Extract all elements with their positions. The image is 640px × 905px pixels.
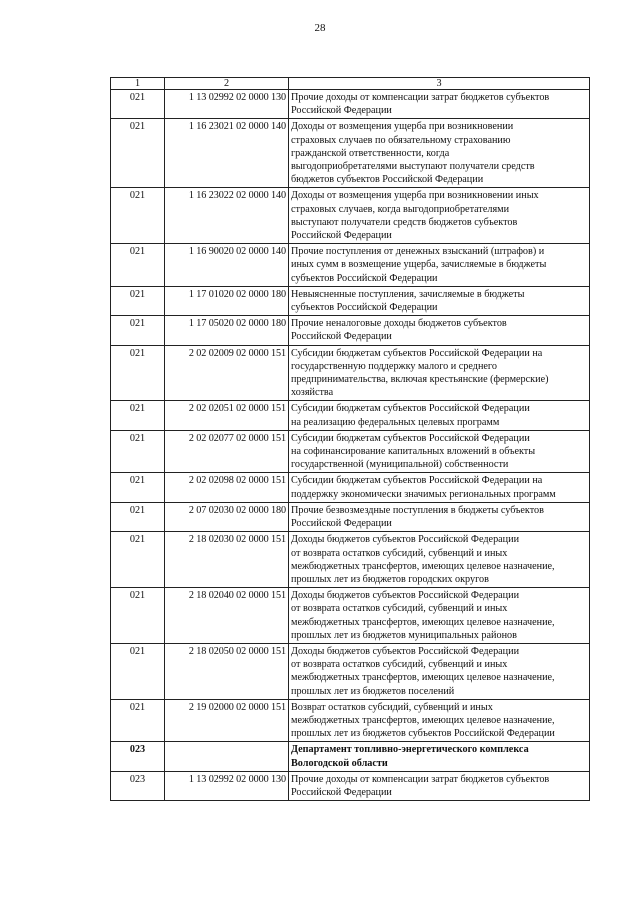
description-line: гражданской ответственности, когда [291, 147, 450, 159]
budget-classification-code: 2 02 02009 02 0000 151 [165, 345, 289, 401]
revenue-description [289, 430, 590, 473]
description-line: государственную поддержку малого и среднего [291, 360, 497, 372]
administrator-code: 021 [111, 90, 165, 119]
description-line: межбюджетных трансфертов, имеющих целевое назначение, [291, 616, 555, 628]
column-number-3: 3 [289, 78, 590, 90]
table-row [111, 345, 590, 401]
description-line: Доходы от возмещения ущерба при возникновении [291, 121, 514, 133]
administrator-code: 021 [111, 588, 165, 644]
description-line: на софинансирование капитальных вложений в объекты [291, 446, 536, 458]
table-row [111, 699, 590, 742]
budget-classification-code: 1 17 01020 02 0000 180 [165, 286, 289, 315]
administrator-code: 021 [111, 473, 165, 502]
description-line: Российской Федерации [291, 230, 392, 242]
column-number-2: 2 [165, 78, 289, 90]
description-line: от возврата остатков субсидий, субвенций и иных [291, 603, 508, 615]
table-row [111, 188, 590, 244]
section-header-row [111, 742, 590, 771]
description-line: Российской Федерации [291, 786, 392, 798]
description-line: Доходы бюджетов субъектов Российской Федерации [291, 645, 520, 657]
table-row [111, 244, 590, 287]
table-row [111, 286, 590, 315]
revenue-description [289, 643, 590, 699]
budget-classification-code: 1 16 23022 02 0000 140 [165, 188, 289, 244]
description-line: Доходы бюджетов субъектов Российской Федерации [291, 534, 520, 546]
description-line: Невыясненные поступления, зачисляемые в бюджеты [291, 288, 525, 300]
description-line: страховых случаев по обязательному страхованию [291, 134, 511, 146]
description-line: страховых случаев, когда выгодоприобретателями [291, 203, 510, 215]
budget-classification-code: 2 07 02030 02 0000 180 [165, 502, 289, 531]
revenue-description [289, 502, 590, 531]
description-line: прошлых лет из бюджетов поселений [291, 685, 455, 697]
description-line: выгодоприобретателями выступают получатели средств [291, 161, 535, 173]
department-name [289, 742, 590, 771]
budget-classification-code: 2 02 02077 02 0000 151 [165, 430, 289, 473]
description-line: поддержку экономически значимых региональных программ [291, 488, 556, 500]
budget-classification-code: 1 16 23021 02 0000 140 [165, 119, 289, 188]
revenue-description [289, 188, 590, 244]
description-line: прошлых лет из бюджетов муниципальных районов [291, 629, 517, 641]
column-number-row [111, 78, 590, 90]
budget-classification-code: 2 18 02030 02 0000 151 [165, 532, 289, 588]
description-line: Возврат остатков субсидий, субвенций и иных [291, 701, 493, 713]
revenue-description [289, 532, 590, 588]
administrator-code: 021 [111, 316, 165, 345]
table-row [111, 502, 590, 531]
description-line: предпринимательства, включая крестьянские (фермерские) [291, 374, 549, 386]
description-line: от возврата остатков субсидий, субвенций и иных [291, 659, 508, 671]
description-line: Прочие поступления от денежных взысканий (штрафов) и [291, 246, 545, 258]
revenue-description [289, 473, 590, 502]
description-line: межбюджетных трансфертов, имеющих целевое назначение, [291, 672, 555, 684]
revenue-description [289, 316, 590, 345]
description-line: субъектов Российской Федерации [291, 272, 438, 284]
administrator-code: 021 [111, 502, 165, 531]
description-line: межбюджетных трансфертов, имеющих целевое назначение, [291, 714, 555, 726]
revenue-description [289, 286, 590, 315]
description-line: межбюджетных трансфертов, имеющих целевое назначение, [291, 560, 555, 572]
description-line: Прочие доходы от компенсации затрат бюджетов субъектов [291, 92, 550, 103]
description-line: Субсидии бюджетам субъектов Российской Федерации на [291, 347, 543, 359]
description-line: прошлых лет из бюджетов городских округов [291, 573, 489, 585]
administrator-code: 021 [111, 188, 165, 244]
administrator-code: 021 [111, 699, 165, 742]
description-line: Доходы от возмещения ущерба при возникновении иных [291, 190, 539, 202]
table-row [111, 643, 590, 699]
revenue-description [289, 771, 590, 800]
table-row [111, 532, 590, 588]
administrator-code: 021 [111, 430, 165, 473]
description-line: выступают получатели средств бюджетов субъектов [291, 216, 518, 228]
budget-classification-code: 2 18 02040 02 0000 151 [165, 588, 289, 644]
administrator-code: 021 [111, 532, 165, 588]
description-line: субъектов Российской Федерации [291, 302, 438, 314]
budget-classification-code: 2 02 02098 02 0000 151 [165, 473, 289, 502]
description-line: Субсидии бюджетам субъектов Российской Федерации [291, 403, 530, 415]
table-row [111, 119, 590, 188]
description-line: Прочие неналоговые доходы бюджетов субъектов [291, 318, 507, 330]
table-body [111, 90, 590, 801]
description-line: Российской Федерации [291, 105, 392, 117]
administrator-code: 021 [111, 643, 165, 699]
description-line: Российской Федерации [291, 331, 392, 343]
column-number-1: 1 [111, 78, 165, 90]
description-line: Прочие безвозмездные поступления в бюджеты субъектов [291, 504, 544, 516]
description-line: Доходы бюджетов субъектов Российской Федерации [291, 590, 520, 602]
revenue-description [289, 90, 590, 119]
description-line: на реализацию федеральных целевых программ [291, 416, 500, 428]
table-row [111, 401, 590, 430]
description-line: от возврата остатков субсидий, субвенций и иных [291, 547, 508, 559]
budget-classification-code: 2 18 02050 02 0000 151 [165, 643, 289, 699]
administrator-code: 021 [111, 401, 165, 430]
description-line: прошлых лет из бюджетов субъектов Российской Федерации [291, 728, 555, 740]
revenue-description [289, 119, 590, 188]
revenue-description [289, 345, 590, 401]
revenue-description [289, 588, 590, 644]
budget-classification-code: 1 16 90020 02 0000 140 [165, 244, 289, 287]
revenue-description [289, 401, 590, 430]
budget-classification-code [165, 742, 289, 771]
revenue-description [289, 699, 590, 742]
description-line: Субсидии бюджетам субъектов Российской Федерации [291, 432, 530, 444]
description-line: бюджетов субъектов Российской Федерации [291, 174, 484, 186]
description-line: Прочие доходы от компенсации затрат бюджетов субъектов [291, 773, 550, 785]
administrator-code: 021 [111, 286, 165, 315]
administrator-code: 023 [111, 742, 165, 771]
administrator-code: 023 [111, 771, 165, 800]
description-line: иных сумм в возмещение ущерба, зачисляемые в бюджеты [291, 259, 547, 271]
table-row [111, 473, 590, 502]
administrator-code: 021 [111, 119, 165, 188]
budget-classification-code: 1 13 02992 02 0000 130 [165, 771, 289, 800]
table-row [111, 316, 590, 345]
revenue-description [289, 244, 590, 287]
budget-classification-code: 2 02 02051 02 0000 151 [165, 401, 289, 430]
description-line: Российской Федерации [291, 518, 392, 530]
description-line: Вологодской области [291, 757, 388, 769]
description-line: Департамент топливно-энергетического комплекса [291, 744, 529, 756]
budget-classification-code: 2 19 02000 02 0000 151 [165, 699, 289, 742]
administrator-code: 021 [111, 345, 165, 401]
description-line: Субсидии бюджетам субъектов Российской Федерации на [291, 475, 543, 487]
table-row [111, 588, 590, 644]
budget-classification-code: 1 13 02992 02 0000 130 [165, 90, 289, 119]
page-number: 28 [314, 22, 326, 34]
table-row [111, 430, 590, 473]
description-line: государственной (муниципальной) собственности [291, 459, 509, 471]
table-row [111, 771, 590, 800]
table-row [111, 90, 590, 119]
budget-classification-code: 1 17 05020 02 0000 180 [165, 316, 289, 345]
administrator-code: 021 [111, 244, 165, 287]
description-line: хозяйства [291, 387, 334, 399]
revenue-classification-table [110, 77, 590, 801]
